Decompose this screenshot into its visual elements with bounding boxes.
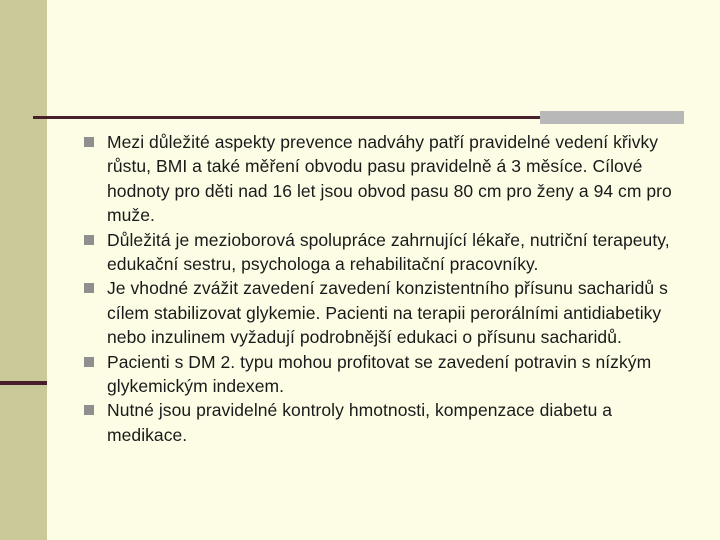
side-band bbox=[0, 0, 47, 540]
bullet-text: Nutné jsou pravidelné kontroly hmotnosti, kompenzace diabetu a medikace. bbox=[107, 400, 613, 445]
square-bullet-icon bbox=[84, 357, 94, 367]
square-bullet-icon bbox=[84, 137, 94, 147]
bullet-item-4 bbox=[84, 350, 689, 399]
square-bullet-icon bbox=[84, 235, 94, 245]
bullet-item-3 bbox=[84, 276, 689, 349]
bullet-text: Důležitá je mezioborová spolupráce zahrnující lékaře, nutriční terapeuty, edukační sestru, psychologa a rehabilitační pracovníky. bbox=[107, 229, 670, 275]
bullet-item-2 bbox=[84, 228, 689, 277]
square-bullet-icon bbox=[84, 405, 94, 415]
bullet-item-1 bbox=[84, 130, 689, 228]
bullet-text: Je vhodné zvážit zavedení zavedení konzistentního přísunu sacharidů s cílem stabilizovat glykemie. Pacienti na terapii perorálními antidiabetiky nebo inzulinem vyžadují podrobnější edukaci o přísunu sacharidů. bbox=[107, 278, 668, 348]
square-bullet-icon bbox=[84, 283, 94, 293]
title-divider-accent-block bbox=[540, 111, 684, 124]
bullet-list bbox=[84, 130, 689, 447]
bullet-text: Pacienti s DM 2. typu mohou profitovat se zavedení potravin s nízkým glykemickým indexem. bbox=[107, 351, 652, 397]
side-band-accent-line bbox=[0, 381, 47, 385]
bullet-item-5 bbox=[84, 398, 689, 447]
bullet-text: Mezi důležité aspekty prevence nadváhy patří pravidelné vedení křivky růstu, BMI a také měření obvodu pasu pravidelně á 3 měsíce. Cílové hodnoty pro děti nad 16 let jsou obvod pasu 80 cm pro ženy a 94 cm pro muže. bbox=[107, 132, 672, 226]
